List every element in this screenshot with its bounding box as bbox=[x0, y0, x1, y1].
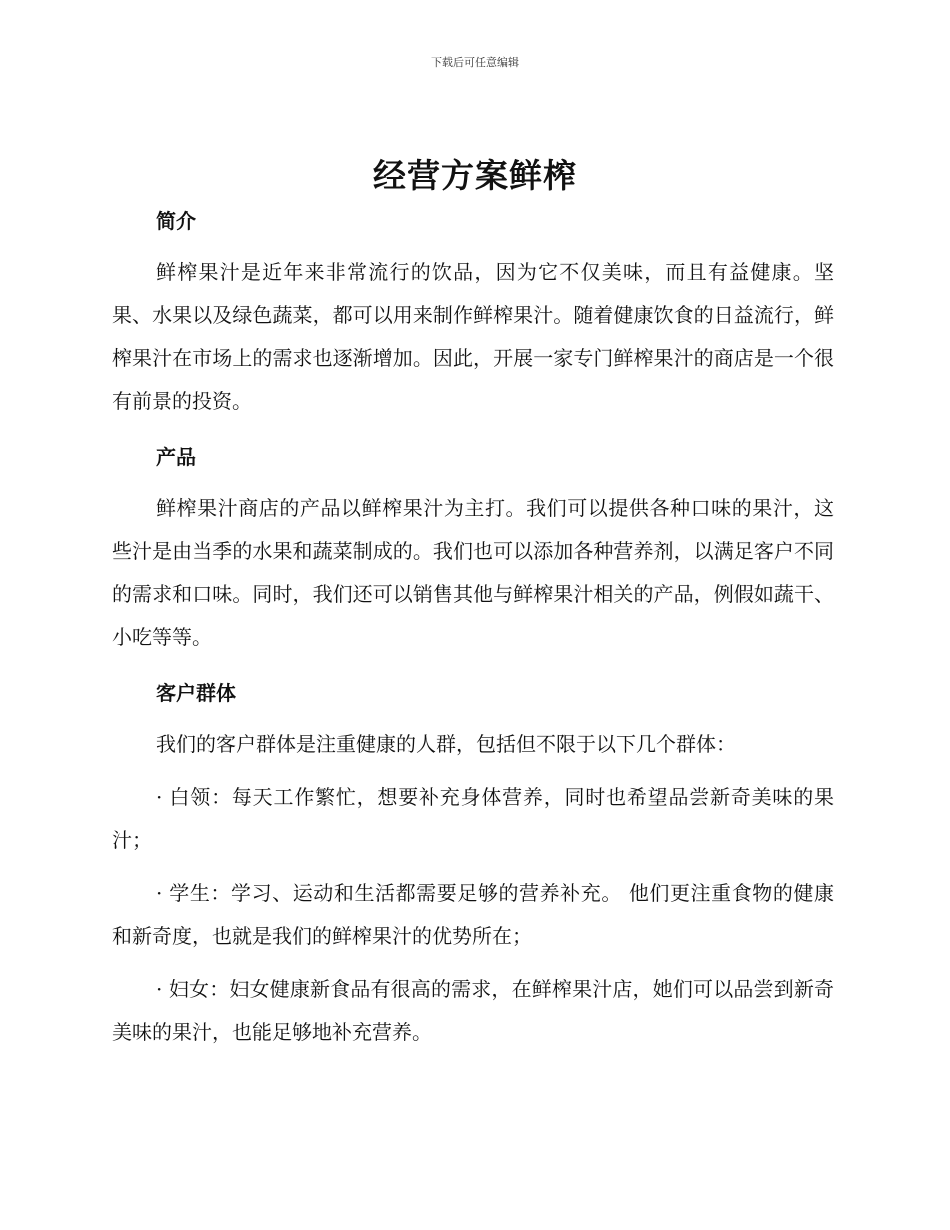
section-intro bbox=[112, 203, 834, 423]
section-heading-intro: 简介 bbox=[156, 209, 196, 233]
customer-bullet-white-collar: · 白领：每天工作繁忙，想要补充身体营养，同时也希望品尝新奇美味的果汁； bbox=[112, 785, 834, 852]
section-customers bbox=[112, 675, 834, 1054]
section-heading-product: 产品 bbox=[156, 445, 196, 469]
product-paragraph: 鲜榨果汁商店的产品以鲜榨果汁为主打。我们可以提供各种口味的果汁，这些汁是由当季的水果和蔬菜制成的。我们也可以添加各种营养剂，以满足客户不同的需求和口味。同时，我们还可以销售其他与鲜榨果汁相关的产品，例假如蔬干、小吃等等。 bbox=[112, 496, 834, 649]
section-product bbox=[112, 439, 834, 659]
customers-intro-paragraph: 我们的客户群体是注重健康的人群，包括但不限于以下几个群体： bbox=[156, 732, 736, 756]
document-title: 经营方案鲜榨 bbox=[373, 156, 577, 195]
intro-paragraph: 鲜榨果汁是近年来非常流行的饮品，因为它不仅美味，而且有益健康。坚果、水果以及绿色蔬菜，都可以用来制作鲜榨果汁。随着健康饮食的日益流行，鲜榨果汁在市场上的需求也逐渐增加。因此，开展一家专门鲜榨果汁的商店是一个很有前景的投资。 bbox=[112, 260, 834, 413]
document-body bbox=[112, 203, 834, 1064]
customer-bullet-students: · 学生：学习、运动和生活都需要足够的营养补充。 他们更注重食物的健康和新奇度，也就是我们的鲜榨果汁的优势所在； bbox=[112, 881, 834, 948]
customer-bullet-women: · 妇女：妇女健康新食品有很高的需求，在鲜榨果汁店，她们可以品尝到新奇美味的果汁，也能足够地补充营养。 bbox=[112, 977, 834, 1044]
section-heading-customers: 客户群体 bbox=[156, 681, 236, 705]
header-note: 下载后可任意编辑 bbox=[431, 56, 519, 69]
